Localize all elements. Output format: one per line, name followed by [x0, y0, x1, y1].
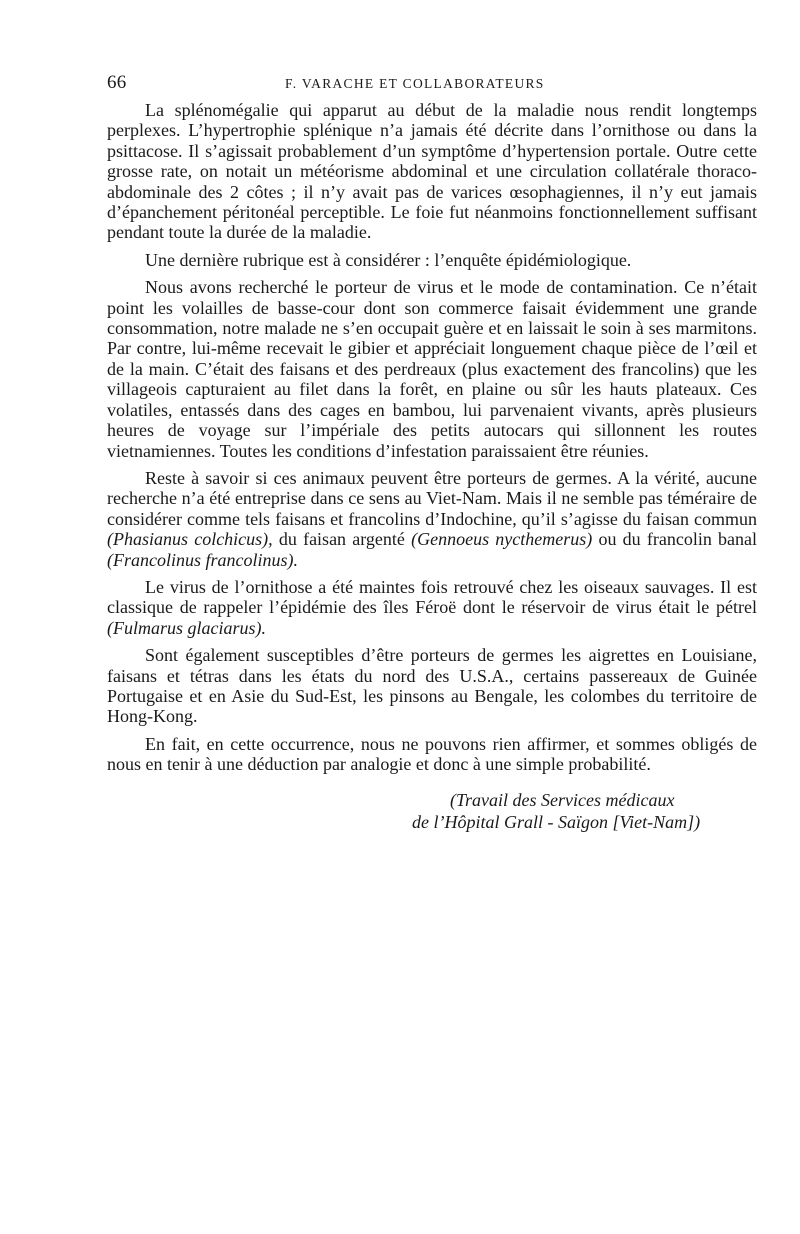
paragraph-porteurs — [107, 468, 757, 570]
affiliation-line-2: de l’Hôpital Grall - Saïgon [Viet-Nam]) — [412, 811, 701, 832]
paragraph-text: du faisan argenté — [272, 529, 412, 550]
paragraph-text: La splénomégalie qui apparut au début de la maladie nous rendit longtemps perplexes. L’hypertrophie splénique n’a jamais été décrite dans l’ornithose ou dans la psittacose. Il s’agissait probablement d’un symptôme d’hypertension portale. Outre cette grosse rate, on notait un météorisme abdominal et une circulation collatérale thoraco-abdominale des 2 côtes ; il n’y avait pas de varices œsophagiennes, il n’y eut jamais d’épanchement péritonéal perceptible. Le foie fut néanmoins fonctionnellement suffisant pendant toute la durée de la maladie. — [107, 100, 757, 243]
paragraph-splenomegalie — [107, 100, 757, 243]
paragraph-conclusion — [107, 734, 757, 775]
page-number: 66 — [107, 72, 127, 93]
species-name: (Fulmarus glaciarus). — [107, 617, 266, 638]
paragraph-susceptibles — [107, 645, 757, 727]
paragraph-virus — [107, 577, 757, 638]
species-name: (Francolinus francolinus). — [107, 549, 298, 570]
body-text — [107, 100, 757, 775]
paragraph-text: ou du francolin banal — [592, 529, 758, 550]
paragraph-text: Reste à savoir si ces animaux peuvent être porteurs de germes. A la vérité, aucune recherche n’a été entreprise dans ce sens au Viet-Nam. Mais il ne semble pas téméraire de considérer comme tels faisans et francolins d’Indochine, qu’il s’agisse du faisan commun — [107, 467, 757, 529]
paragraph-text: Le virus de l’ornithose a été maintes fois retrouvé chez les oiseaux sauvages. Il est classique de rappeler l’épidémie des îles Féroë dont le réservoir de virus était le pétrel — [107, 576, 757, 618]
species-name: (Phasianus colchicus), — [107, 529, 273, 550]
page-header — [107, 72, 757, 98]
species-name: (Gennoeus nycthemerus) — [411, 529, 593, 550]
paragraph-text: Sont également susceptibles d’être porteurs de germes les aigrettes en Louisiane, faisans et tétras dans les états du nord des U.S.A., certains passereaux de Guinée Portugaise et en Asie du Sud-Est, les pinsons au Bengale, les colombes du territoire de Hong-Kong. — [107, 645, 757, 727]
affiliation-line-1: (Travail des Services médicaux — [450, 789, 675, 810]
paragraph-text: Une dernière rubrique est à considérer : l’enquête épidémiologique. — [145, 249, 632, 270]
affiliation-note — [107, 789, 757, 833]
paragraph-enquete — [107, 250, 757, 270]
document-page — [107, 72, 757, 833]
paragraph-contamination — [107, 277, 757, 461]
paragraph-text: En fait, en cette occurrence, nous ne pouvons rien affirmer, et sommes obligés de nous en tenir à une déduction par analogie et donc à une simple probabilité. — [107, 733, 757, 775]
running-head: F. VARACHE ET COLLABORATEURS — [285, 76, 545, 91]
paragraph-text: Nous avons recherché le porteur de virus et le mode de contamination. Ce n’était point les volailles de basse-cour dont son commerce faisait évidemment une grande consommation, notre malade ne s’en occupait guère et en laissait le soin à ses marmitons. Par contre, lui-même recevait le gibier et appréciait longuement chaque pièce de l’œil et de la main. C’était des faisans et des perdreaux (plus exactement des francolins) que les villageois capturaient au filet dans la forêt, en plaine ou sûr les hauts plateaux. Ces volatiles, entassés dans des cages en bambou, lui parvenaient vivants, après plusieurs heures de voyage sur l’impériale des petits autocars qui sillonnent les routes vietnamiennes. Toutes les conditions d’infestation paraissaient être réunies. — [107, 277, 757, 461]
